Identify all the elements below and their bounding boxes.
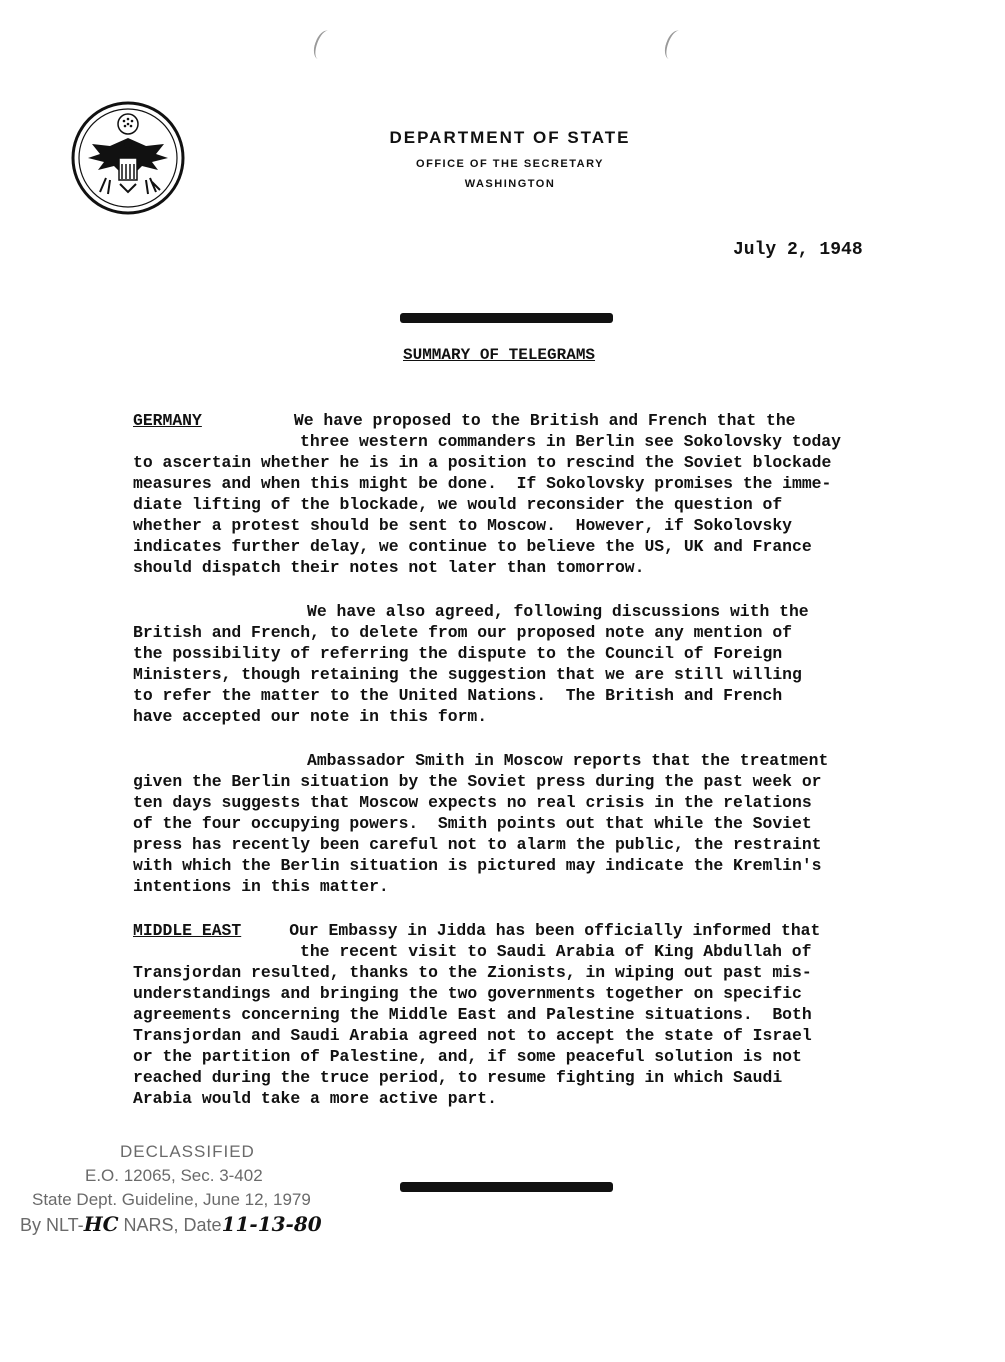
paragraph-line: diate lifting of the blockade, we would reconsider the question of: [133, 495, 783, 514]
section-label-middle-east: MIDDLE EAST: [133, 921, 242, 940]
paragraph-line: of the four occupying powers. Smith points out that while the Soviet: [133, 814, 812, 833]
authorization-line: [20, 1212, 322, 1237]
paragraph-line: indicates further delay, we continue to believe the US, UK and France: [133, 537, 812, 556]
declassification-stamp: [20, 1140, 322, 1237]
guideline-line: State Dept. Guideline, June 12, 1979: [32, 1190, 311, 1209]
paragraph-line: should dispatch their notes not later than tomorrow.: [133, 558, 645, 577]
handwritten-initials: HC: [83, 1212, 119, 1236]
office-name: OFFICE OF THE SECRETARY: [416, 158, 604, 170]
paragraph-line: Ministers, though retaining the suggestion that we are still willing: [133, 665, 802, 684]
germany-paragraph-1: [133, 410, 893, 578]
summary-heading: SUMMARY OF TELEGRAMS: [403, 346, 596, 364]
paragraph-line: Ambassador Smith in Moscow reports that the treatment: [307, 751, 829, 770]
paragraph-line: agreements concerning the Middle East and Palestine situations. Both: [133, 1005, 812, 1024]
department-name: DEPARTMENT OF STATE: [389, 128, 631, 147]
paragraph-line: to refer the matter to the United Nations. The British and French: [133, 686, 783, 705]
executive-order-line: E.O. 12065, Sec. 3-402: [85, 1166, 263, 1185]
paragraph-line: measures and when this might be done. If Sokolovsky promises the imme-: [133, 474, 832, 493]
middle-east-paragraph-1: [133, 920, 893, 1109]
paragraph-line: the recent visit to Saudi Arabia of King Abdullah of: [300, 942, 812, 961]
handwritten-date: 11-13-80: [221, 1212, 322, 1236]
germany-paragraph-3: [133, 750, 893, 897]
paragraph-line: Arabia would take a more active part.: [133, 1089, 497, 1108]
paragraph-line: Transjordan and Saudi Arabia agreed not to accept the state of Israel: [133, 1026, 812, 1045]
paragraph-line: with which the Berlin situation is pictured may indicate the Kremlin's: [133, 856, 822, 875]
letterhead: [330, 128, 690, 190]
paragraph-line: have accepted our note in this form.: [133, 707, 488, 726]
document-date: July 2, 1948: [733, 240, 863, 260]
paragraph-line: given the Berlin situation by the Soviet press during the past week or: [133, 772, 822, 791]
paragraph-line: understandings and bringing the two governments together on specific: [133, 984, 802, 1003]
classification-redaction-bar: [400, 1182, 613, 1192]
great-seal-icon: [70, 100, 186, 216]
punch-hole-mark-right: [661, 28, 686, 62]
paragraph-line: We have proposed to the British and French that the: [293, 411, 796, 430]
paragraph-line: press has recently been careful not to alarm the public, the restraint: [133, 835, 822, 854]
paragraph-line: three western commanders in Berlin see Sokolovsky today: [300, 432, 841, 451]
paragraph-line: Transjordan resulted, thanks to the Zionists, in wiping out past mis-: [133, 963, 812, 982]
paragraph-line: Our Embassy in Jidda has been officially informed that: [289, 921, 821, 940]
germany-paragraph-2: [133, 601, 893, 727]
punch-hole-mark-left: [310, 28, 335, 62]
paragraph-line: the possibility of referring the dispute to the Council of Foreign: [133, 644, 783, 663]
paragraph-line: We have also agreed, following discussions with the: [307, 602, 809, 621]
authorization-prefix: By NLT-: [20, 1215, 84, 1235]
authorization-mid: NARS, Date: [118, 1215, 222, 1235]
paragraph-line: reached during the truce period, to resume fighting in which Saudi: [133, 1068, 783, 1087]
paragraph-line: whether a protest should be sent to Moscow. However, if Sokolovsky: [133, 516, 793, 535]
paragraph-line: to ascertain whether he is in a position to rescind the Soviet blockade: [133, 453, 832, 472]
paragraph-line: intentions in this matter.: [133, 877, 389, 896]
classification-redaction-bar: [400, 313, 613, 323]
city-name: WASHINGTON: [464, 178, 556, 190]
declassified-label: DECLASSIFIED: [120, 1142, 255, 1161]
paragraph-line: or the partition of Palestine, and, if some peaceful solution is not: [133, 1047, 802, 1066]
paragraph-line: British and French, to delete from our proposed note any mention of: [133, 623, 793, 642]
paragraph-line: ten days suggests that Moscow expects no real crisis in the relations: [133, 793, 812, 812]
section-label-germany: GERMANY: [133, 411, 202, 430]
